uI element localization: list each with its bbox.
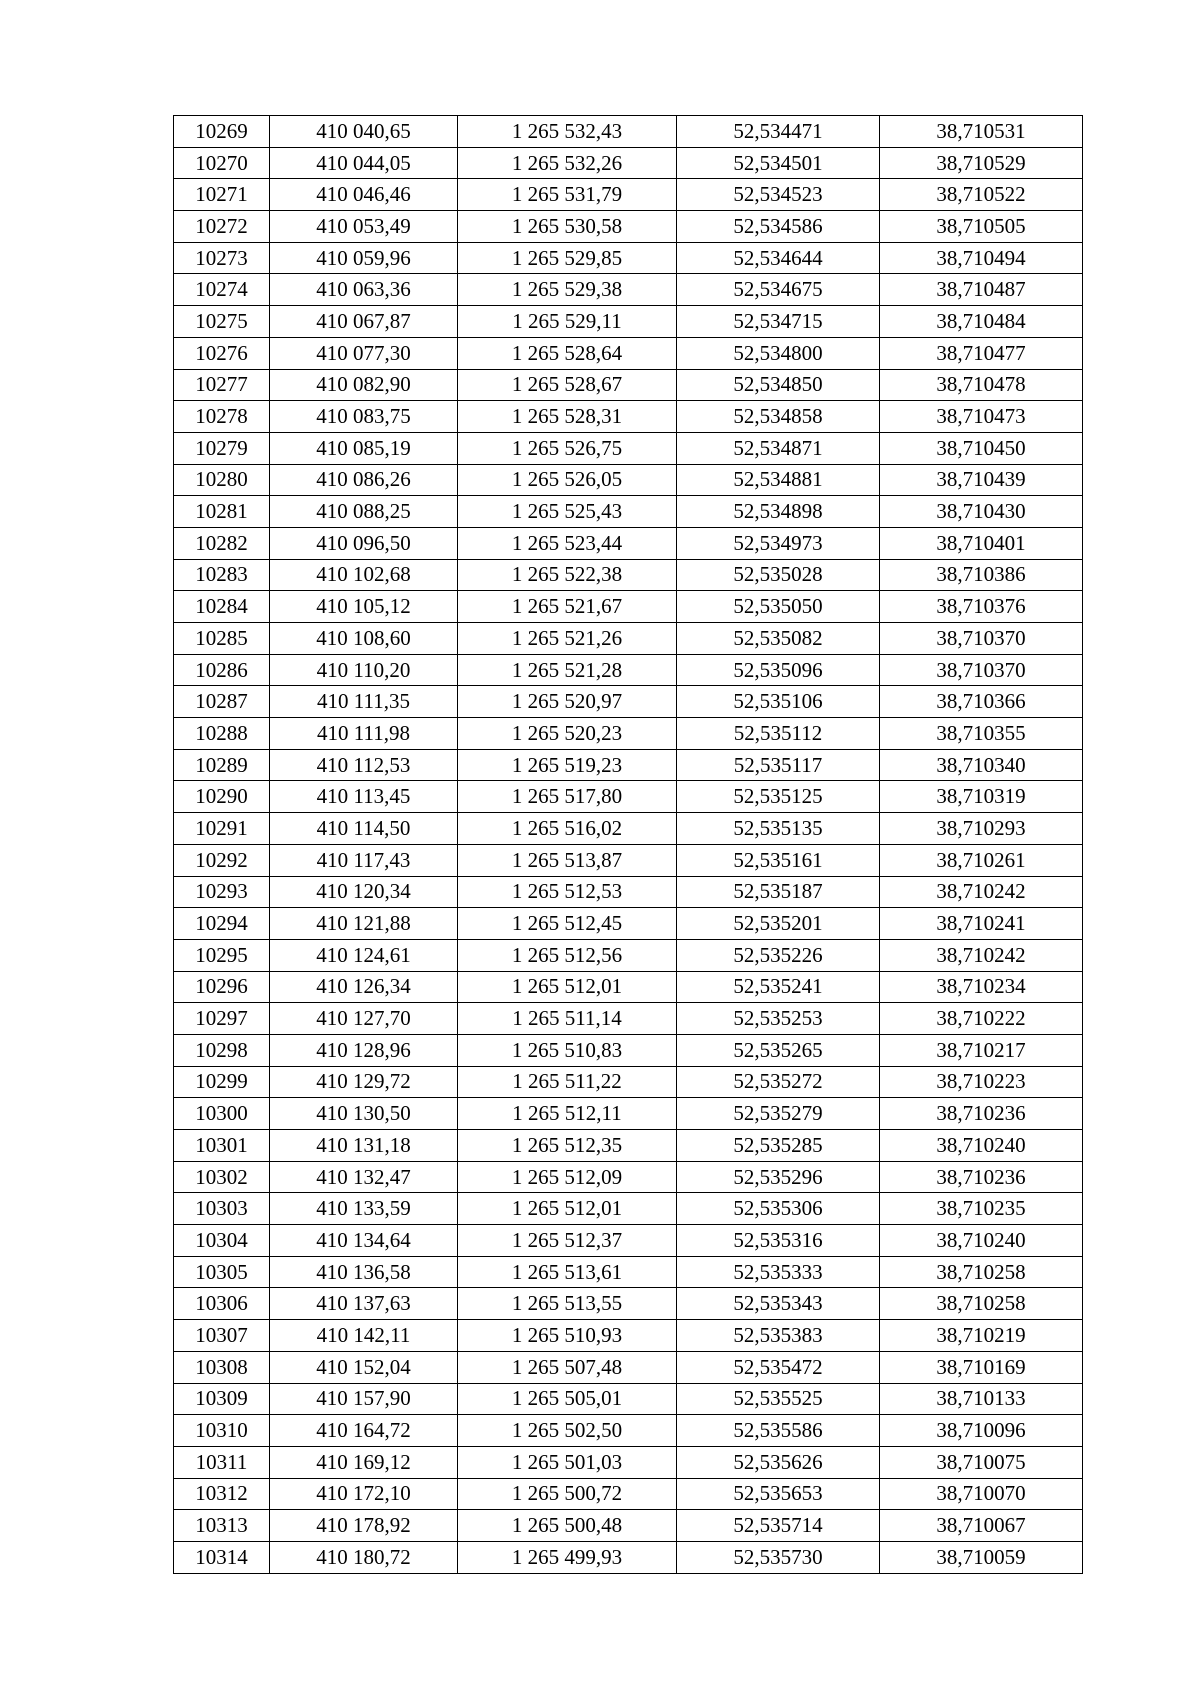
x-coordinate-cell: 410 112,53 <box>270 749 458 781</box>
table-row <box>174 1066 1083 1098</box>
point-number-cell: 10296 <box>174 971 270 1003</box>
table-row <box>174 559 1083 591</box>
point-number-cell: 10297 <box>174 1003 270 1035</box>
table-row <box>174 1541 1083 1573</box>
point-number-cell: 10288 <box>174 718 270 750</box>
longitude-cell: 38,710096 <box>880 1415 1083 1447</box>
y-coordinate-cell: 1 265 529,11 <box>458 306 677 338</box>
x-coordinate-cell: 410 117,43 <box>270 844 458 876</box>
table-row <box>174 369 1083 401</box>
y-coordinate-cell: 1 265 513,87 <box>458 844 677 876</box>
longitude-cell: 38,710223 <box>880 1066 1083 1098</box>
point-number-cell: 10294 <box>174 908 270 940</box>
x-coordinate-cell: 410 105,12 <box>270 591 458 623</box>
longitude-cell: 38,710242 <box>880 939 1083 971</box>
table-row <box>174 401 1083 433</box>
latitude-cell: 52,534800 <box>677 337 880 369</box>
point-number-cell: 10299 <box>174 1066 270 1098</box>
longitude-cell: 38,710522 <box>880 179 1083 211</box>
coordinates-table <box>173 115 1083 1574</box>
y-coordinate-cell: 1 265 512,56 <box>458 939 677 971</box>
latitude-cell: 52,535333 <box>677 1256 880 1288</box>
longitude-cell: 38,710070 <box>880 1478 1083 1510</box>
point-number-cell: 10289 <box>174 749 270 781</box>
y-coordinate-cell: 1 265 510,93 <box>458 1320 677 1352</box>
point-number-cell: 10275 <box>174 306 270 338</box>
y-coordinate-cell: 1 265 512,45 <box>458 908 677 940</box>
point-number-cell: 10305 <box>174 1256 270 1288</box>
latitude-cell: 52,535106 <box>677 686 880 718</box>
table-row <box>174 1288 1083 1320</box>
coordinates-table-body <box>174 116 1083 1574</box>
point-number-cell: 10284 <box>174 591 270 623</box>
x-coordinate-cell: 410 044,05 <box>270 147 458 179</box>
longitude-cell: 38,710450 <box>880 432 1083 464</box>
latitude-cell: 52,535226 <box>677 939 880 971</box>
table-row <box>174 686 1083 718</box>
x-coordinate-cell: 410 120,34 <box>270 876 458 908</box>
latitude-cell: 52,535161 <box>677 844 880 876</box>
latitude-cell: 52,535730 <box>677 1541 880 1573</box>
longitude-cell: 38,710319 <box>880 781 1083 813</box>
latitude-cell: 52,535586 <box>677 1415 880 1447</box>
x-coordinate-cell: 410 096,50 <box>270 527 458 559</box>
latitude-cell: 52,535082 <box>677 623 880 655</box>
x-coordinate-cell: 410 132,47 <box>270 1161 458 1193</box>
point-number-cell: 10291 <box>174 813 270 845</box>
table-row <box>174 1446 1083 1478</box>
x-coordinate-cell: 410 178,92 <box>270 1510 458 1542</box>
latitude-cell: 52,534858 <box>677 401 880 433</box>
table-row <box>174 147 1083 179</box>
latitude-cell: 52,534871 <box>677 432 880 464</box>
x-coordinate-cell: 410 063,36 <box>270 274 458 306</box>
y-coordinate-cell: 1 265 532,43 <box>458 116 677 148</box>
x-coordinate-cell: 410 136,58 <box>270 1256 458 1288</box>
y-coordinate-cell: 1 265 528,64 <box>458 337 677 369</box>
point-number-cell: 10277 <box>174 369 270 401</box>
x-coordinate-cell: 410 088,25 <box>270 496 458 528</box>
x-coordinate-cell: 410 127,70 <box>270 1003 458 1035</box>
latitude-cell: 52,535296 <box>677 1161 880 1193</box>
y-coordinate-cell: 1 265 529,38 <box>458 274 677 306</box>
table-row <box>174 623 1083 655</box>
point-number-cell: 10285 <box>174 623 270 655</box>
point-number-cell: 10311 <box>174 1446 270 1478</box>
y-coordinate-cell: 1 265 512,37 <box>458 1225 677 1257</box>
y-coordinate-cell: 1 265 510,83 <box>458 1034 677 1066</box>
latitude-cell: 52,535285 <box>677 1130 880 1162</box>
x-coordinate-cell: 410 111,98 <box>270 718 458 750</box>
table-row <box>174 971 1083 1003</box>
table-row <box>174 781 1083 813</box>
longitude-cell: 38,710477 <box>880 337 1083 369</box>
longitude-cell: 38,710241 <box>880 908 1083 940</box>
y-coordinate-cell: 1 265 502,50 <box>458 1415 677 1447</box>
longitude-cell: 38,710236 <box>880 1098 1083 1130</box>
point-number-cell: 10295 <box>174 939 270 971</box>
longitude-cell: 38,710075 <box>880 1446 1083 1478</box>
longitude-cell: 38,710222 <box>880 1003 1083 1035</box>
y-coordinate-cell: 1 265 528,31 <box>458 401 677 433</box>
longitude-cell: 38,710529 <box>880 147 1083 179</box>
y-coordinate-cell: 1 265 512,11 <box>458 1098 677 1130</box>
table-row <box>174 496 1083 528</box>
longitude-cell: 38,710473 <box>880 401 1083 433</box>
longitude-cell: 38,710261 <box>880 844 1083 876</box>
y-coordinate-cell: 1 265 517,80 <box>458 781 677 813</box>
point-number-cell: 10313 <box>174 1510 270 1542</box>
table-row <box>174 939 1083 971</box>
latitude-cell: 52,534471 <box>677 116 880 148</box>
latitude-cell: 52,534644 <box>677 242 880 274</box>
table-row <box>174 1130 1083 1162</box>
x-coordinate-cell: 410 133,59 <box>270 1193 458 1225</box>
y-coordinate-cell: 1 265 499,93 <box>458 1541 677 1573</box>
point-number-cell: 10303 <box>174 1193 270 1225</box>
latitude-cell: 52,534523 <box>677 179 880 211</box>
x-coordinate-cell: 410 040,65 <box>270 116 458 148</box>
latitude-cell: 52,535112 <box>677 718 880 750</box>
y-coordinate-cell: 1 265 500,48 <box>458 1510 677 1542</box>
longitude-cell: 38,710242 <box>880 876 1083 908</box>
point-number-cell: 10290 <box>174 781 270 813</box>
x-coordinate-cell: 410 108,60 <box>270 623 458 655</box>
table-row <box>174 654 1083 686</box>
table-row <box>174 876 1083 908</box>
y-coordinate-cell: 1 265 532,26 <box>458 147 677 179</box>
y-coordinate-cell: 1 265 531,79 <box>458 179 677 211</box>
point-number-cell: 10283 <box>174 559 270 591</box>
latitude-cell: 52,535653 <box>677 1478 880 1510</box>
point-number-cell: 10273 <box>174 242 270 274</box>
table-row <box>174 179 1083 211</box>
latitude-cell: 52,535316 <box>677 1225 880 1257</box>
y-coordinate-cell: 1 265 512,09 <box>458 1161 677 1193</box>
x-coordinate-cell: 410 164,72 <box>270 1415 458 1447</box>
y-coordinate-cell: 1 265 526,05 <box>458 464 677 496</box>
y-coordinate-cell: 1 265 521,26 <box>458 623 677 655</box>
longitude-cell: 38,710217 <box>880 1034 1083 1066</box>
table-row <box>174 527 1083 559</box>
x-coordinate-cell: 410 152,04 <box>270 1351 458 1383</box>
y-coordinate-cell: 1 265 530,58 <box>458 211 677 243</box>
x-coordinate-cell: 410 077,30 <box>270 337 458 369</box>
table-row <box>174 591 1083 623</box>
longitude-cell: 38,710478 <box>880 369 1083 401</box>
latitude-cell: 52,534973 <box>677 527 880 559</box>
x-coordinate-cell: 410 085,19 <box>270 432 458 464</box>
x-coordinate-cell: 410 172,10 <box>270 1478 458 1510</box>
table-row <box>174 749 1083 781</box>
y-coordinate-cell: 1 265 513,61 <box>458 1256 677 1288</box>
latitude-cell: 52,534715 <box>677 306 880 338</box>
table-row <box>174 1478 1083 1510</box>
x-coordinate-cell: 410 110,20 <box>270 654 458 686</box>
y-coordinate-cell: 1 265 500,72 <box>458 1478 677 1510</box>
table-row <box>174 1256 1083 1288</box>
y-coordinate-cell: 1 265 523,44 <box>458 527 677 559</box>
point-number-cell: 10282 <box>174 527 270 559</box>
longitude-cell: 38,710240 <box>880 1130 1083 1162</box>
x-coordinate-cell: 410 067,87 <box>270 306 458 338</box>
y-coordinate-cell: 1 265 511,22 <box>458 1066 677 1098</box>
table-row <box>174 844 1083 876</box>
longitude-cell: 38,710219 <box>880 1320 1083 1352</box>
point-number-cell: 10293 <box>174 876 270 908</box>
point-number-cell: 10310 <box>174 1415 270 1447</box>
point-number-cell: 10301 <box>174 1130 270 1162</box>
longitude-cell: 38,710531 <box>880 116 1083 148</box>
latitude-cell: 52,535472 <box>677 1351 880 1383</box>
longitude-cell: 38,710430 <box>880 496 1083 528</box>
latitude-cell: 52,534898 <box>677 496 880 528</box>
x-coordinate-cell: 410 121,88 <box>270 908 458 940</box>
longitude-cell: 38,710293 <box>880 813 1083 845</box>
x-coordinate-cell: 410 137,63 <box>270 1288 458 1320</box>
table-row <box>174 1034 1083 1066</box>
y-coordinate-cell: 1 265 512,53 <box>458 876 677 908</box>
point-number-cell: 10281 <box>174 496 270 528</box>
x-coordinate-cell: 410 129,72 <box>270 1066 458 1098</box>
latitude-cell: 52,534501 <box>677 147 880 179</box>
longitude-cell: 38,710484 <box>880 306 1083 338</box>
point-number-cell: 10292 <box>174 844 270 876</box>
latitude-cell: 52,535383 <box>677 1320 880 1352</box>
latitude-cell: 52,535714 <box>677 1510 880 1542</box>
y-coordinate-cell: 1 265 516,02 <box>458 813 677 845</box>
table-row <box>174 1415 1083 1447</box>
x-coordinate-cell: 410 111,35 <box>270 686 458 718</box>
x-coordinate-cell: 410 142,11 <box>270 1320 458 1352</box>
longitude-cell: 38,710376 <box>880 591 1083 623</box>
longitude-cell: 38,710067 <box>880 1510 1083 1542</box>
point-number-cell: 10269 <box>174 116 270 148</box>
longitude-cell: 38,710401 <box>880 527 1083 559</box>
x-coordinate-cell: 410 086,26 <box>270 464 458 496</box>
y-coordinate-cell: 1 265 512,35 <box>458 1130 677 1162</box>
longitude-cell: 38,710236 <box>880 1161 1083 1193</box>
y-coordinate-cell: 1 265 512,01 <box>458 971 677 1003</box>
latitude-cell: 52,535187 <box>677 876 880 908</box>
x-coordinate-cell: 410 082,90 <box>270 369 458 401</box>
latitude-cell: 52,535343 <box>677 1288 880 1320</box>
y-coordinate-cell: 1 265 505,01 <box>458 1383 677 1415</box>
longitude-cell: 38,710487 <box>880 274 1083 306</box>
x-coordinate-cell: 410 102,68 <box>270 559 458 591</box>
latitude-cell: 52,535201 <box>677 908 880 940</box>
longitude-cell: 38,710059 <box>880 1541 1083 1573</box>
latitude-cell: 52,535096 <box>677 654 880 686</box>
table-row <box>174 211 1083 243</box>
longitude-cell: 38,710133 <box>880 1383 1083 1415</box>
latitude-cell: 52,534675 <box>677 274 880 306</box>
point-number-cell: 10298 <box>174 1034 270 1066</box>
longitude-cell: 38,710439 <box>880 464 1083 496</box>
table-row <box>174 1351 1083 1383</box>
table-row <box>174 1383 1083 1415</box>
latitude-cell: 52,535028 <box>677 559 880 591</box>
point-number-cell: 10272 <box>174 211 270 243</box>
point-number-cell: 10312 <box>174 1478 270 1510</box>
longitude-cell: 38,710258 <box>880 1288 1083 1320</box>
point-number-cell: 10306 <box>174 1288 270 1320</box>
table-row <box>174 464 1083 496</box>
table-row <box>174 306 1083 338</box>
table-row <box>174 337 1083 369</box>
y-coordinate-cell: 1 265 501,03 <box>458 1446 677 1478</box>
point-number-cell: 10308 <box>174 1351 270 1383</box>
latitude-cell: 52,534586 <box>677 211 880 243</box>
point-number-cell: 10300 <box>174 1098 270 1130</box>
x-coordinate-cell: 410 128,96 <box>270 1034 458 1066</box>
point-number-cell: 10279 <box>174 432 270 464</box>
x-coordinate-cell: 410 046,46 <box>270 179 458 211</box>
longitude-cell: 38,710234 <box>880 971 1083 1003</box>
table-row <box>174 1098 1083 1130</box>
latitude-cell: 52,535050 <box>677 591 880 623</box>
latitude-cell: 52,535135 <box>677 813 880 845</box>
y-coordinate-cell: 1 265 512,01 <box>458 1193 677 1225</box>
point-number-cell: 10270 <box>174 147 270 179</box>
latitude-cell: 52,535241 <box>677 971 880 1003</box>
latitude-cell: 52,535265 <box>677 1034 880 1066</box>
longitude-cell: 38,710386 <box>880 559 1083 591</box>
latitude-cell: 52,535279 <box>677 1098 880 1130</box>
x-coordinate-cell: 410 124,61 <box>270 939 458 971</box>
point-number-cell: 10286 <box>174 654 270 686</box>
x-coordinate-cell: 410 180,72 <box>270 1541 458 1573</box>
point-number-cell: 10314 <box>174 1541 270 1573</box>
table-row <box>174 908 1083 940</box>
latitude-cell: 52,535253 <box>677 1003 880 1035</box>
y-coordinate-cell: 1 265 520,97 <box>458 686 677 718</box>
x-coordinate-cell: 410 130,50 <box>270 1098 458 1130</box>
x-coordinate-cell: 410 113,45 <box>270 781 458 813</box>
point-number-cell: 10287 <box>174 686 270 718</box>
latitude-cell: 52,535626 <box>677 1446 880 1478</box>
y-coordinate-cell: 1 265 513,55 <box>458 1288 677 1320</box>
longitude-cell: 38,710235 <box>880 1193 1083 1225</box>
point-number-cell: 10304 <box>174 1225 270 1257</box>
y-coordinate-cell: 1 265 529,85 <box>458 242 677 274</box>
point-number-cell: 10309 <box>174 1383 270 1415</box>
y-coordinate-cell: 1 265 526,75 <box>458 432 677 464</box>
table-row <box>174 1193 1083 1225</box>
y-coordinate-cell: 1 265 522,38 <box>458 559 677 591</box>
x-coordinate-cell: 410 083,75 <box>270 401 458 433</box>
x-coordinate-cell: 410 059,96 <box>270 242 458 274</box>
table-row <box>174 432 1083 464</box>
table-row <box>174 242 1083 274</box>
longitude-cell: 38,710258 <box>880 1256 1083 1288</box>
table-row <box>174 1003 1083 1035</box>
table-row <box>174 1320 1083 1352</box>
x-coordinate-cell: 410 053,49 <box>270 211 458 243</box>
latitude-cell: 52,535125 <box>677 781 880 813</box>
point-number-cell: 10307 <box>174 1320 270 1352</box>
y-coordinate-cell: 1 265 507,48 <box>458 1351 677 1383</box>
point-number-cell: 10278 <box>174 401 270 433</box>
x-coordinate-cell: 410 114,50 <box>270 813 458 845</box>
longitude-cell: 38,710240 <box>880 1225 1083 1257</box>
longitude-cell: 38,710494 <box>880 242 1083 274</box>
latitude-cell: 52,535117 <box>677 749 880 781</box>
longitude-cell: 38,710370 <box>880 654 1083 686</box>
table-row <box>174 1161 1083 1193</box>
table-row <box>174 1225 1083 1257</box>
latitude-cell: 52,535525 <box>677 1383 880 1415</box>
point-number-cell: 10280 <box>174 464 270 496</box>
longitude-cell: 38,710505 <box>880 211 1083 243</box>
latitude-cell: 52,535272 <box>677 1066 880 1098</box>
table-row <box>174 274 1083 306</box>
x-coordinate-cell: 410 134,64 <box>270 1225 458 1257</box>
latitude-cell: 52,534850 <box>677 369 880 401</box>
x-coordinate-cell: 410 126,34 <box>270 971 458 1003</box>
longitude-cell: 38,710169 <box>880 1351 1083 1383</box>
longitude-cell: 38,710355 <box>880 718 1083 750</box>
point-number-cell: 10274 <box>174 274 270 306</box>
x-coordinate-cell: 410 157,90 <box>270 1383 458 1415</box>
latitude-cell: 52,535306 <box>677 1193 880 1225</box>
y-coordinate-cell: 1 265 528,67 <box>458 369 677 401</box>
y-coordinate-cell: 1 265 519,23 <box>458 749 677 781</box>
table-row <box>174 813 1083 845</box>
x-coordinate-cell: 410 169,12 <box>270 1446 458 1478</box>
longitude-cell: 38,710370 <box>880 623 1083 655</box>
latitude-cell: 52,534881 <box>677 464 880 496</box>
y-coordinate-cell: 1 265 520,23 <box>458 718 677 750</box>
y-coordinate-cell: 1 265 521,67 <box>458 591 677 623</box>
table-row <box>174 116 1083 148</box>
point-number-cell: 10271 <box>174 179 270 211</box>
longitude-cell: 38,710366 <box>880 686 1083 718</box>
point-number-cell: 10276 <box>174 337 270 369</box>
table-row <box>174 718 1083 750</box>
y-coordinate-cell: 1 265 511,14 <box>458 1003 677 1035</box>
table-row <box>174 1510 1083 1542</box>
x-coordinate-cell: 410 131,18 <box>270 1130 458 1162</box>
point-number-cell: 10302 <box>174 1161 270 1193</box>
y-coordinate-cell: 1 265 521,28 <box>458 654 677 686</box>
y-coordinate-cell: 1 265 525,43 <box>458 496 677 528</box>
longitude-cell: 38,710340 <box>880 749 1083 781</box>
